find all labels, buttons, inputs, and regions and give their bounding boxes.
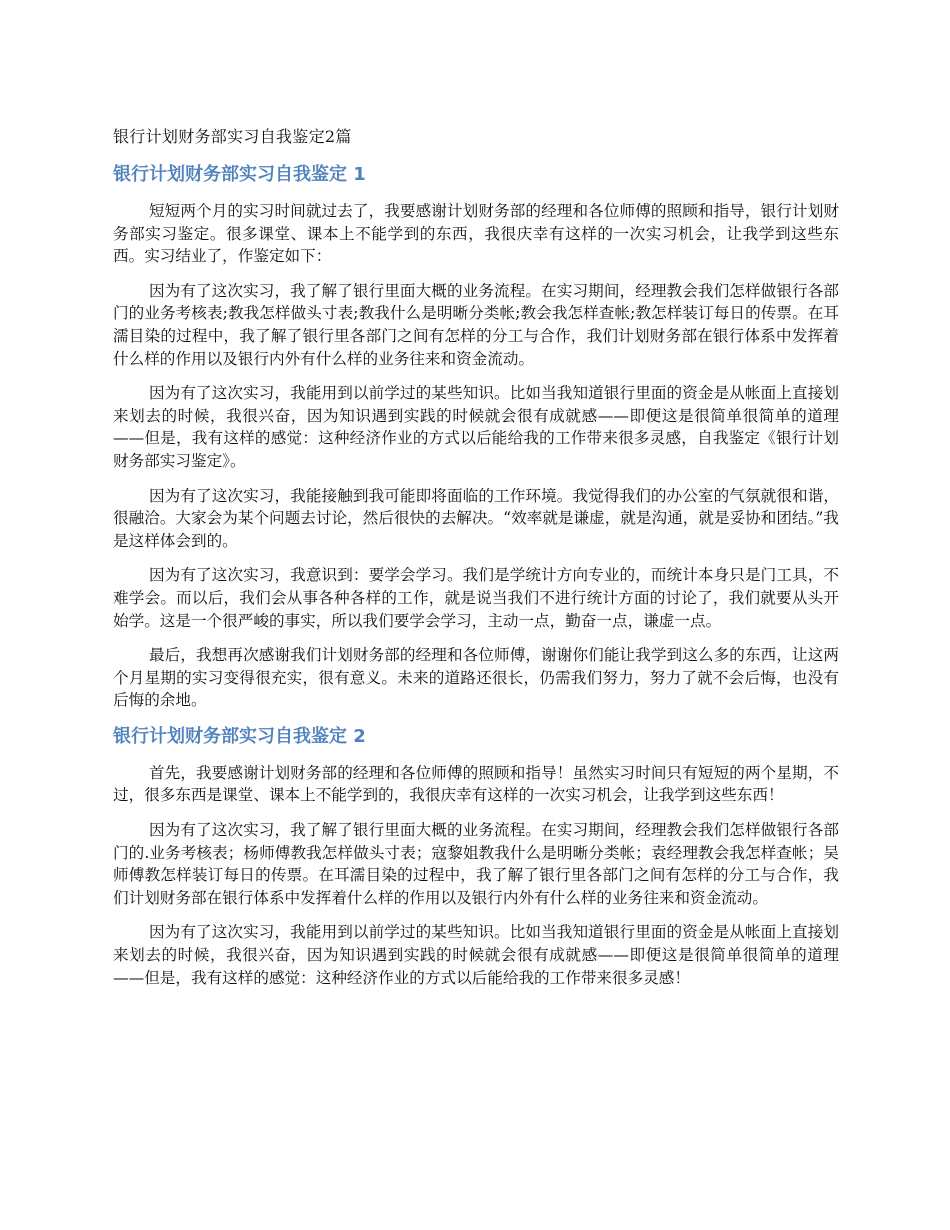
section-heading: 银行计划财务部实习自我鉴定 2 [113, 725, 366, 747]
paragraph: 因为有了这次实习，我了解了银行里面大概的业务流程。在实习期间，经理教会我们怎样做银行各部门的业务考核表;教我怎样做头寸表;教我什么是明晰分类帐;教会我怎样查帐;教怎样装订每日的传票。在耳濡目染的过程中，我了解了银行里各部门之间有怎样的分工与合作，我们计划财务部在银行体系中发挥着什么样的作用以及银行内外有什么样的业务往来和资金流动。 [113, 281, 839, 368]
paragraph: 因为有了这次实习，我了解了银行里面大概的业务流程。在实习期间，经理教会我们怎样做银行各部门的.业务考核表；杨师傅教我怎样做头寸表；寇黎姐教我什么是明晰分类帐；袁经理教会我怎样查帐；吴师傅教怎样装订每日的传票。在耳濡目染的过程中，我了解了银行里各部门之间有怎样的分工与合作，我们计划财务部在银行体系中发挥着什么样的作用以及银行内外有什么样的业务往来和资金流动。 [113, 821, 839, 907]
paragraph: 短短两个月的实习时间就过去了，我要感谢计划财务部的经理和各位师傅的照顾和指导，银行计划财务部实习鉴定。很多课堂、课本上不能学到的东西，我很庆幸有这样的一次实习机会，让我学到这些东西。实习结业了，作鉴定如下： [113, 202, 839, 266]
document-page [113, 126, 839, 1001]
section-1 [113, 162, 839, 712]
paragraph: 因为有了这次实习，我意识到：要学会学习。我们是学统计方向专业的，而统计本身只是门工具，不难学会。而以后，我们会从事各种各样的工作，就是说当我们不进行统计方面的讨论了，我们就要从头开始学。这是一个很严峻的事实，所以我们要学会学习，主动一点，勤奋一点，谦虚一点。 [113, 566, 839, 630]
section-2 [113, 724, 839, 989]
section-heading: 银行计划财务部实习自我鉴定 1 [113, 164, 366, 185]
document-title: 银行计划财务部实习自我鉴定2篇 [113, 127, 352, 146]
paragraph: 因为有了这次实习，我能用到以前学过的某些知识。比如当我知道银行里面的资金是从帐面上直接划来划去的时候，我很兴奋，因为知识遇到实践的时候就会很有成就感——即便这是很简单很简单的道理——但是，我有这样的感觉：这种经济作业的方式以后能给我的工作带来很多灵感！ [113, 923, 839, 987]
paragraph: 最后，我想再次感谢我们计划财务部的经理和各位师傅，谢谢你们能让我学到这么多的东西，让这两个月星期的实习变得很充实，很有意义。未来的道路还很长，仍需我们努力，努力了就不会后悔，也没有后悔的余地。 [113, 646, 839, 710]
paragraph: 首先，我要感谢计划财务部的经理和各位师傅的照顾和指导！虽然实习时间只有短短的两个星期，不过，很多东西是课堂、课本上不能学到的，我很庆幸有这样的一次实习机会，让我学到这些东西！ [113, 763, 839, 805]
paragraph: 因为有了这次实习，我能接触到我可能即将面临的工作环境。我觉得我们的办公室的气氛就很和谐，很融洽。大家会为某个问题去讨论，然后很快的去解决。“效率就是谦虚，就是沟通，就是妥协和团结。”我是这样体会到的。 [113, 486, 839, 550]
paragraph: 因为有了这次实习，我能用到以前学过的某些知识。比如当我知道银行里面的资金是从帐面上直接划来划去的时候，我很兴奋，因为知识遇到实践的时候就会很有成就感——即便这是很简单很简单的道理——但是，我有这样的感觉：这种经济作业的方式以后能给我的工作带来很多灵感，自我鉴定《银行计划财务部实习鉴定》。 [113, 384, 839, 470]
